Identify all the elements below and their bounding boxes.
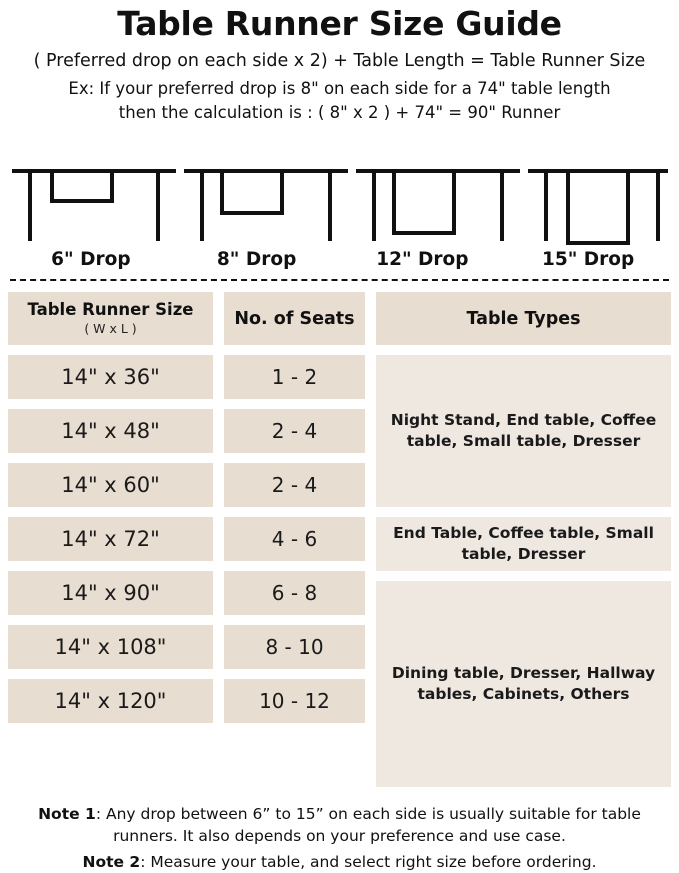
note-1 bbox=[8, 803, 671, 847]
drop-label-8: 8" Drop bbox=[216, 249, 297, 271]
table-row: 6 - 8 bbox=[224, 571, 365, 615]
dashed-divider bbox=[10, 279, 669, 281]
page-title: Table Runner Size Guide bbox=[117, 4, 562, 43]
table-row: 14" x 120" bbox=[8, 679, 213, 723]
formula-line: ( Preferred drop on each side x 2) + Table Length = Table Runner Size bbox=[33, 51, 646, 72]
table-row: 4 - 6 bbox=[224, 517, 365, 561]
notes-section bbox=[8, 803, 671, 873]
note-1-text: : Any drop between 6” to 15” on each side is usually suitable for table runners. It also depends on your preference and use case. bbox=[95, 805, 641, 846]
size-table bbox=[8, 292, 671, 797]
header-runner-size bbox=[8, 292, 213, 345]
table-row: 8 - 10 bbox=[224, 625, 365, 669]
column-runner-size bbox=[8, 292, 213, 797]
column-seats bbox=[224, 292, 365, 797]
table-row: 10 - 12 bbox=[224, 679, 365, 723]
table-row: 14" x 48" bbox=[8, 409, 213, 453]
table-row: 14" x 72" bbox=[8, 517, 213, 561]
note-2 bbox=[8, 851, 671, 873]
note-2-label: Note 2 bbox=[82, 853, 141, 872]
header-table-types-label: Table Types bbox=[466, 308, 581, 329]
table-row: End Table, Coffee table, Small table, Dresser bbox=[376, 517, 671, 571]
diagram-svg bbox=[8, 135, 671, 247]
table-row: Dining table, Dresser, Hallway tables, Cabinets, Others bbox=[376, 581, 671, 787]
header-table-types bbox=[376, 292, 671, 345]
table-row: 1 - 2 bbox=[224, 355, 365, 399]
table-drop-diagram bbox=[8, 135, 671, 247]
example-line-1: Ex: If your preferred drop is 8" on each side for a 74" table length bbox=[68, 79, 611, 99]
table-row: 14" x 36" bbox=[8, 355, 213, 399]
table-row: 2 - 4 bbox=[224, 463, 365, 507]
drop-label-row bbox=[8, 249, 671, 270]
table-row: 14" x 60" bbox=[8, 463, 213, 507]
size-guide-page bbox=[0, 4, 679, 872]
drop-label-6: 6" Drop bbox=[51, 249, 131, 271]
drop-label-15: 15" Drop bbox=[541, 249, 635, 271]
table-row: Night Stand, End table, Coffee table, Small table, Dresser bbox=[376, 355, 671, 507]
column-table-types bbox=[376, 292, 671, 797]
drop-label-12: 12" Drop bbox=[376, 249, 469, 271]
note-2-text: : Measure your table, and select right size before ordering. bbox=[140, 853, 597, 872]
table-row: 14" x 90" bbox=[8, 571, 213, 615]
header-seats-label: No. of Seats bbox=[234, 308, 355, 329]
header-runner-size-main: Table Runner Size bbox=[27, 300, 194, 319]
table-row: 14" x 108" bbox=[8, 625, 213, 669]
example-line-2: then the calculation is : ( 8" x 2 ) + 74" = 90" Runner bbox=[118, 103, 561, 123]
note-1-label: Note 1 bbox=[38, 805, 96, 824]
table-row: 2 - 4 bbox=[224, 409, 365, 453]
header-seats bbox=[224, 292, 365, 345]
header-runner-size-sub: ( W x L ) bbox=[84, 320, 137, 336]
